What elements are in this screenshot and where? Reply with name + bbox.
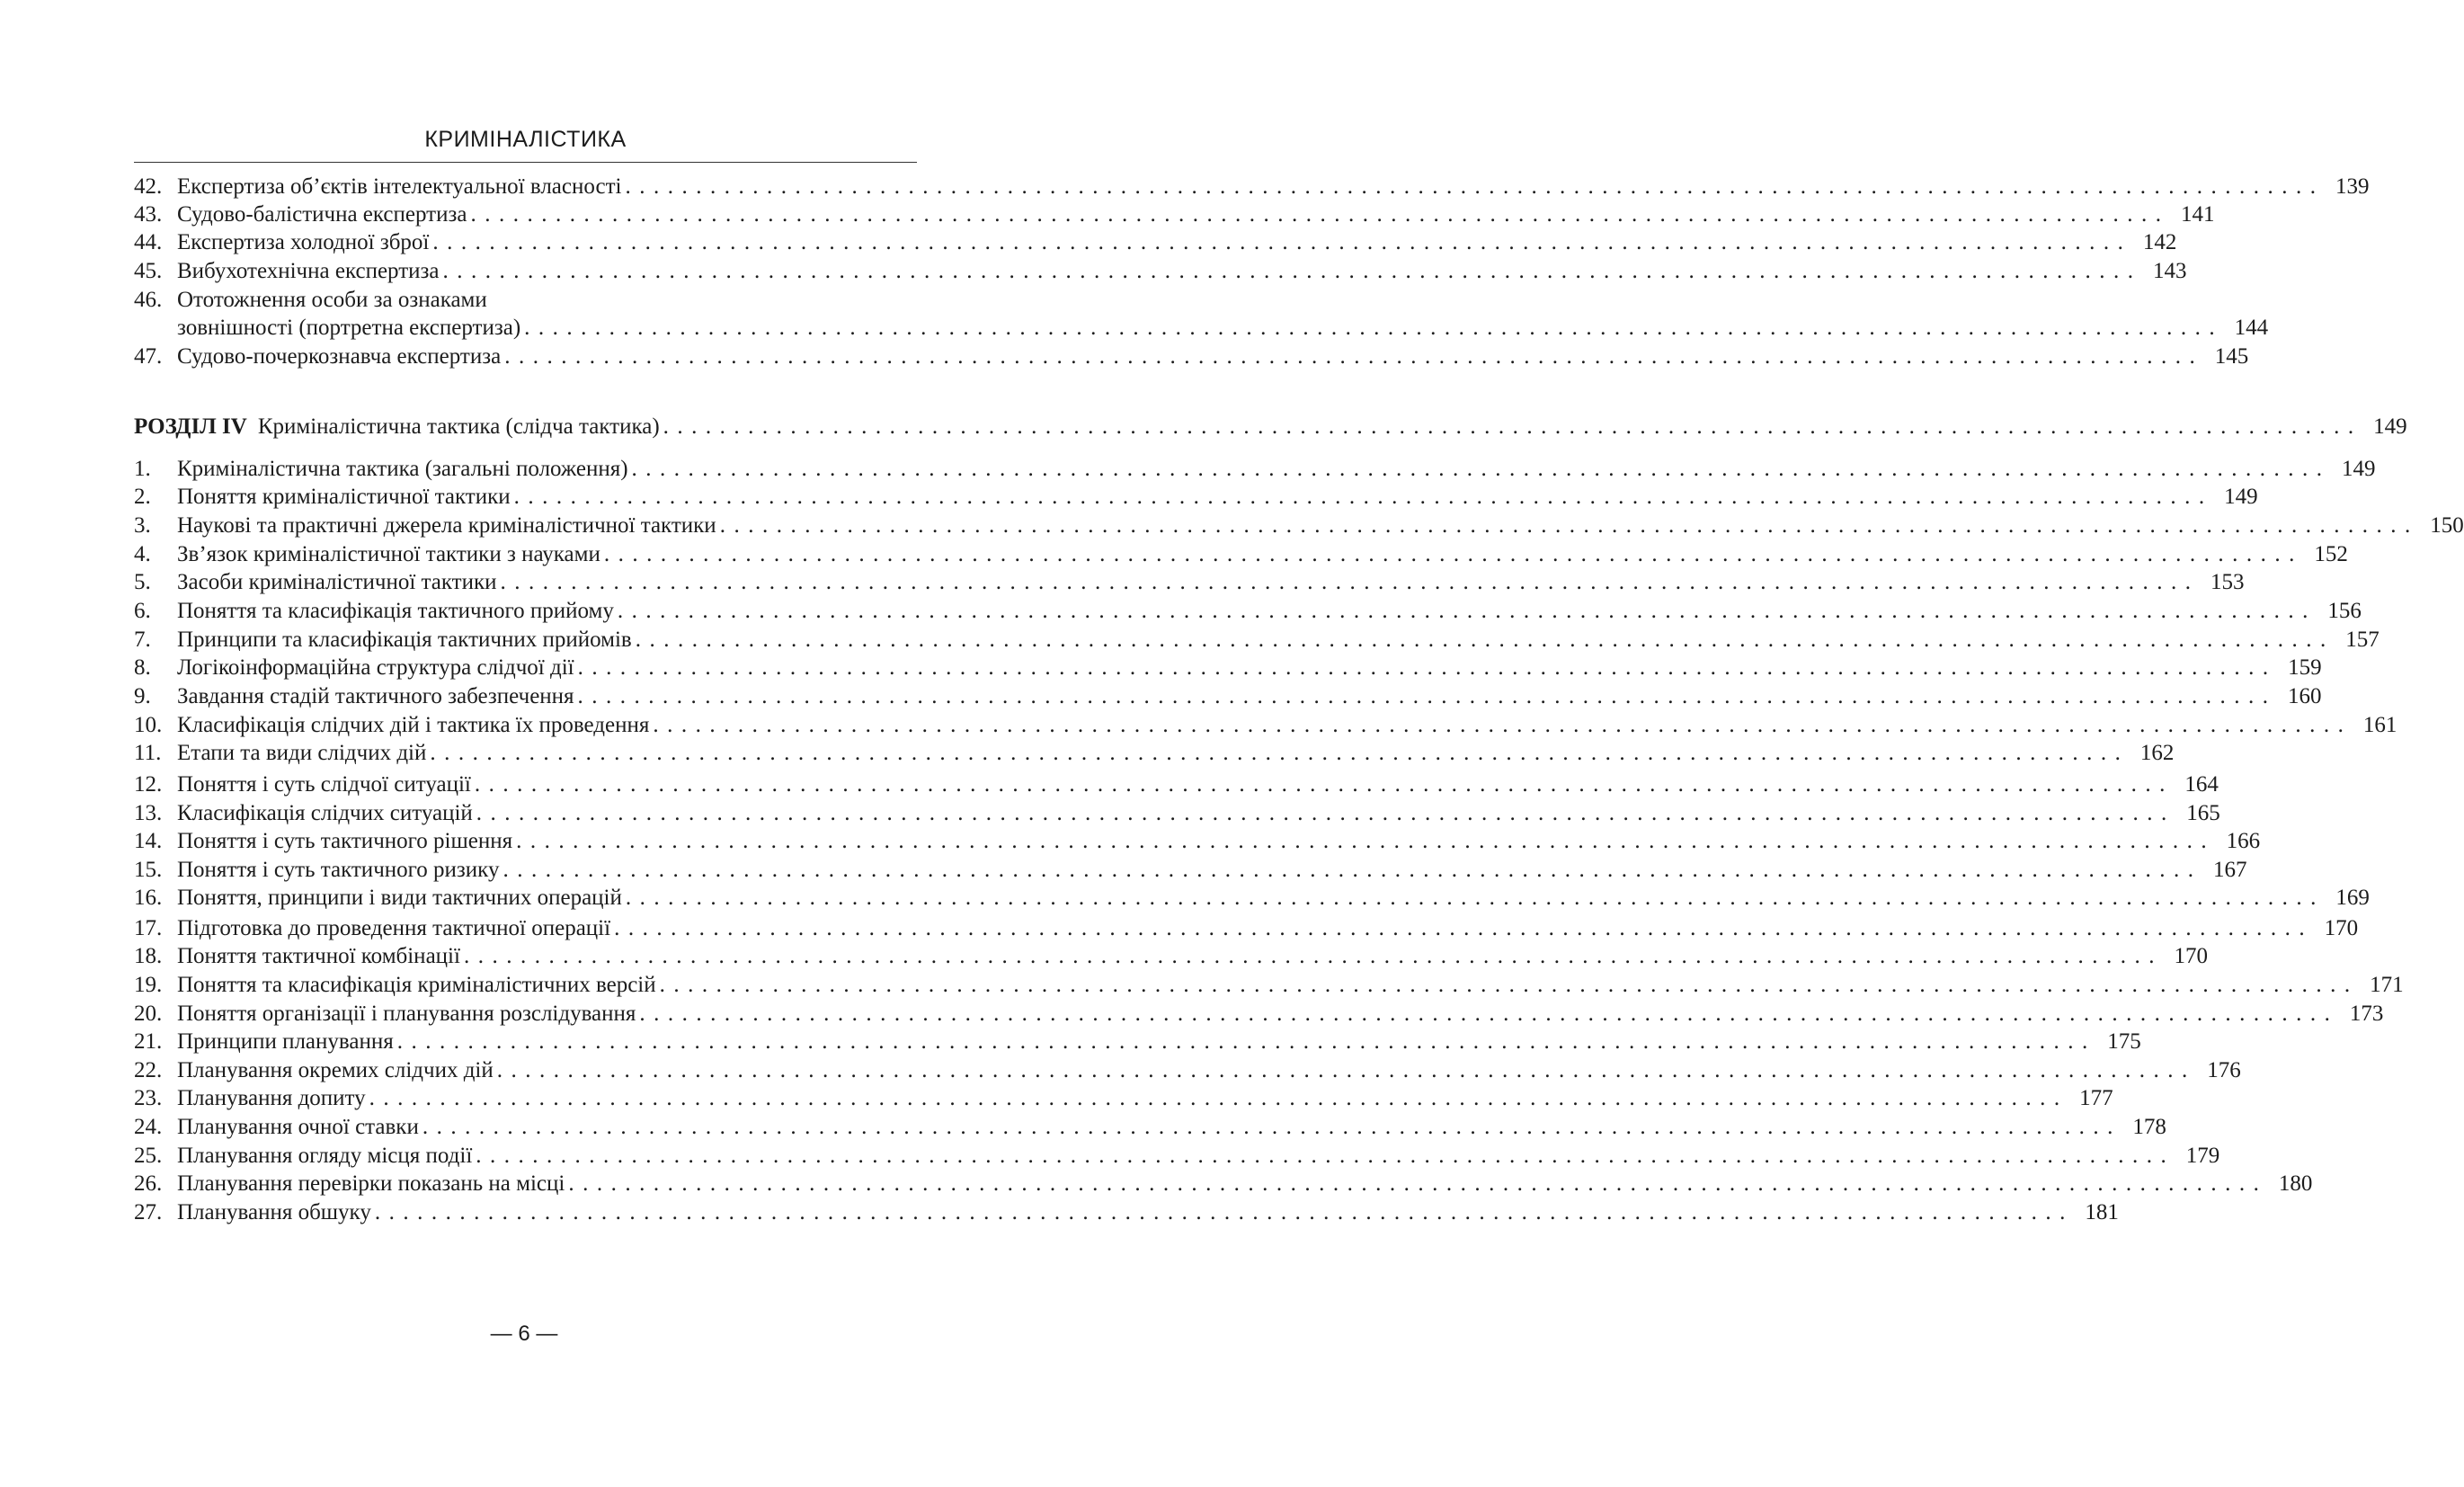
dot-leader: ........................................................................................................................ <box>568 1171 2268 1196</box>
entry-page: 175 <box>2107 1029 2141 1054</box>
dot-leader: ........................................................................................................................ <box>614 916 2314 940</box>
toc-entry <box>134 828 2261 855</box>
entry-number: 16. <box>134 886 163 910</box>
entry-title: Етапи та види слідчих дій <box>177 741 427 765</box>
entry-page: 139 <box>2335 174 2370 199</box>
entry-title: Експертиза об’єктів інтелектуальної власності <box>177 174 622 199</box>
toc-entry <box>134 857 2247 884</box>
toc-entry <box>134 598 2362 625</box>
entry-page: 177 <box>2079 1086 2113 1110</box>
entry-page: 157 <box>2345 628 2379 652</box>
dot-leader: ........................................................................................................................ <box>496 1058 2196 1082</box>
dot-leader: ........................................................................................................................ <box>476 801 2175 825</box>
entry-page: 149 <box>2342 457 2376 481</box>
entry-page: 150 <box>2430 513 2464 538</box>
entry-title: Планування очної ставки <box>177 1115 419 1139</box>
entry-number: 25. <box>134 1144 163 1168</box>
entry-page: 171 <box>2370 973 2404 997</box>
toc-entry <box>134 229 2177 256</box>
entry-page: 149 <box>2224 485 2258 509</box>
toc-entry <box>134 771 2219 798</box>
entry-title: Поняття криміналістичної тактики <box>177 485 511 509</box>
entry-page: 161 <box>2362 713 2397 737</box>
dot-leader: ........................................................................................................................ <box>432 230 2132 254</box>
entry-page: 170 <box>2174 944 2208 968</box>
toc-entry <box>134 683 2322 710</box>
entry-title: Поняття тактичної комбінації <box>177 944 460 968</box>
entry-title: Класифікація слідчих ситуацій <box>177 801 473 825</box>
entry-title: Планування окремих слідчих дій <box>177 1058 494 1082</box>
entry-page: 164 <box>2184 772 2219 797</box>
toc-entry <box>134 512 2464 539</box>
entry-number: 10. <box>134 713 163 737</box>
toc-entry-continuation <box>134 315 2269 342</box>
entry-title: Планування огляду місця події <box>177 1144 473 1168</box>
entry-number: 1. <box>134 457 151 481</box>
dot-leader: ........................................................................................................................ <box>369 1086 2068 1110</box>
dot-leader: ........................................................................................................................ <box>500 570 2200 594</box>
entry-title: Судово-почеркознавча експертиза <box>177 344 502 369</box>
entry-number: 2. <box>134 485 151 509</box>
entry-title: Планування перевірки показань на місці <box>177 1171 565 1196</box>
entry-title: Експертиза холодної зброї <box>177 230 430 254</box>
entry-title: Класифікація слідчих дій і тактика їх проведення <box>177 713 650 737</box>
toc-entry <box>134 1028 2141 1055</box>
entry-page: 165 <box>2186 801 2220 825</box>
entry-number: 22. <box>134 1058 163 1082</box>
entry-title: Поняття організації і планування розслідування <box>177 1002 636 1026</box>
entry-page: 159 <box>2288 655 2322 680</box>
entry-page: 142 <box>2142 230 2177 254</box>
entry-title: Криміналістична тактика (слідча тактика) <box>257 414 660 439</box>
entry-number: 8. <box>134 655 151 680</box>
toc-entry <box>134 1199 2119 1226</box>
dot-leader: ........................................................................................................................ <box>577 684 2277 708</box>
dot-leader: ........................................................................................................................ <box>653 713 2353 737</box>
entry-title: Поняття та класифікація тактичного прийому <box>177 599 614 623</box>
page-number: — 6 — <box>490 1322 558 1346</box>
toc-entry <box>134 1085 2113 1112</box>
dot-leader: ........................................................................................................................ <box>470 202 2170 227</box>
entry-page: 179 <box>2185 1144 2220 1168</box>
entry-title: Підготовка до проведення тактичної операції <box>177 916 611 940</box>
dot-leader: ........................................................................................................................ <box>635 628 2335 652</box>
dot-leader: ........................................................................................................................ <box>422 1115 2122 1139</box>
entry-title: Ототожнення особи за ознаками <box>177 288 487 312</box>
dot-leader: ........................................................................................................................ <box>463 944 2163 968</box>
entry-title: Планування обшуку <box>177 1200 371 1224</box>
dot-leader: ........................................................................................................................ <box>663 414 2362 439</box>
entry-number: 18. <box>134 944 163 968</box>
entry-page: 169 <box>2335 886 2370 910</box>
toc-entry <box>134 569 2245 596</box>
entry-page: 144 <box>2234 316 2269 340</box>
dot-leader: ........................................................................................................................ <box>625 174 2325 199</box>
entry-number: 6. <box>134 599 151 623</box>
entry-page: 162 <box>2139 741 2175 765</box>
dot-leader: ........................................................................................................................ <box>430 741 2130 765</box>
entry-number: 13. <box>134 801 163 825</box>
entry-page: 173 <box>2349 1002 2384 1026</box>
entry-page: 166 <box>2226 829 2261 853</box>
entry-number: 24. <box>134 1115 163 1139</box>
dot-leader: ........................................................................................................................ <box>577 655 2277 680</box>
entry-page: 160 <box>2288 684 2322 708</box>
dot-leader: ........................................................................................................................ <box>625 886 2325 910</box>
dot-leader: ........................................................................................................................ <box>474 772 2174 797</box>
header-rule <box>134 162 917 163</box>
toc-entry <box>134 712 2397 739</box>
toc-entry <box>134 201 2215 228</box>
entry-number: 14. <box>134 829 163 853</box>
dot-leader: ........................................................................................................................ <box>639 1002 2339 1026</box>
entry-title: Принципи та класифікація тактичних прийомів <box>177 628 632 652</box>
toc-entry <box>134 1114 2166 1141</box>
entry-number: 44. <box>134 230 163 254</box>
entry-title: Поняття і суть тактичного ризику <box>177 858 500 882</box>
entry-title: Поняття, принципи і види тактичних операцій <box>177 886 622 910</box>
toc-entry <box>134 1001 2384 1028</box>
toc-entry <box>134 915 2359 942</box>
entry-number: 11. <box>134 741 162 765</box>
entry-number: 4. <box>134 542 151 566</box>
toc-entry <box>134 740 2175 767</box>
entry-page: 145 <box>2214 344 2249 369</box>
entry-page: 156 <box>2327 599 2362 623</box>
toc-entry <box>134 484 2258 511</box>
entry-title: Зв’язок криміналістичної тактики з науками <box>177 542 600 566</box>
entry-number: 23. <box>134 1086 163 1110</box>
dot-leader: ........................................................................................................................ <box>524 316 2224 340</box>
entry-number: 47. <box>134 344 163 369</box>
entry-number: 19. <box>134 973 163 997</box>
dot-leader: ........................................................................................................................ <box>442 259 2142 283</box>
dot-leader: ........................................................................................................................ <box>476 1144 2175 1168</box>
entry-number: 27. <box>134 1200 163 1224</box>
dot-leader: ........................................................................................................................ <box>603 542 2303 566</box>
toc-entry <box>134 258 2187 285</box>
entry-number: 17. <box>134 916 163 940</box>
entry-page: 149 <box>2373 414 2407 439</box>
entry-page: 167 <box>2212 858 2247 882</box>
entry-number: 21. <box>134 1029 163 1054</box>
entry-number: 7. <box>134 628 151 652</box>
dot-leader: ........................................................................................................................ <box>504 344 2204 369</box>
entry-title: Завдання стадій тактичного забезпечення <box>177 684 574 708</box>
toc-entry <box>134 885 2370 912</box>
dot-leader: ........................................................................................................................ <box>659 973 2359 997</box>
dot-leader: ........................................................................................................................ <box>374 1200 2074 1224</box>
entry-page: 170 <box>2324 916 2359 940</box>
entry-title: Вибухотехнічна експертиза <box>177 259 440 283</box>
entry-title: Поняття та класифікація криміналістичних версій <box>177 973 656 997</box>
dot-leader: ........................................................................................................................ <box>396 1029 2096 1054</box>
dot-leader: ........................................................................................................................ <box>631 457 2331 481</box>
entry-page: 181 <box>2085 1200 2119 1224</box>
entry-number: 5. <box>134 570 151 594</box>
dot-leader: ........................................................................................................................ <box>617 599 2317 623</box>
entry-page: 152 <box>2314 542 2348 566</box>
toc-entry <box>134 456 2376 483</box>
dot-leader: ........................................................................................................................ <box>719 513 2419 538</box>
section-label: РОЗДІЛ IV <box>134 414 247 439</box>
toc-entry <box>134 800 2220 827</box>
dot-leader: ........................................................................................................................ <box>513 485 2213 509</box>
entry-title: Логікоінформаційна структура слідчої дії <box>177 655 574 680</box>
entry-title: Поняття і суть тактичного рішення <box>177 829 513 853</box>
entry-page: 141 <box>2180 202 2215 227</box>
toc-entry <box>134 174 2370 200</box>
entry-page: 178 <box>2132 1115 2166 1139</box>
entry-number: 26. <box>134 1171 163 1196</box>
entry-title: Криміналістична тактика (загальні положення) <box>177 457 628 481</box>
entry-number: 43. <box>134 202 163 227</box>
toc-entry <box>134 1143 2220 1170</box>
toc-entry <box>134 287 911 314</box>
dot-leader: ........................................................................................................................ <box>503 858 2202 882</box>
entry-number: 42. <box>134 174 163 199</box>
toc-entry <box>134 654 2322 681</box>
entry-title: Засоби криміналістичної тактики <box>177 570 497 594</box>
toc-entry <box>134 627 2379 654</box>
toc-entry <box>134 1171 2313 1198</box>
entry-number: 15. <box>134 858 163 882</box>
entry-page: 153 <box>2210 570 2245 594</box>
entry-title: Планування допиту <box>177 1086 366 1110</box>
toc-entry <box>134 1057 2241 1084</box>
entry-title: зовнішності (портретна експертиза) <box>177 316 521 340</box>
entry-number: 12. <box>134 772 163 797</box>
entry-title: Наукові та практичні джерела криміналістичної тактики <box>177 513 716 538</box>
entry-title: Судово-балістична експертиза <box>177 202 467 227</box>
toc-entry <box>134 943 2208 970</box>
running-head: КРИМІНАЛІСТИКА <box>424 127 627 152</box>
entry-number: 45. <box>134 259 163 283</box>
entry-page: 180 <box>2278 1171 2313 1196</box>
toc-entry <box>134 541 2348 568</box>
entry-number: 20. <box>134 1002 163 1026</box>
entry-title: Принципи планування <box>177 1029 394 1054</box>
entry-page: 176 <box>2207 1058 2241 1082</box>
entry-page: 143 <box>2153 259 2187 283</box>
dot-leader: ........................................................................................................................ <box>516 829 2216 853</box>
toc-entry <box>134 972 2404 999</box>
toc-entry <box>134 343 2249 370</box>
section-heading <box>134 414 2407 441</box>
entry-number: 9. <box>134 684 151 708</box>
entry-number: 3. <box>134 513 151 538</box>
entry-number: 46. <box>134 288 163 312</box>
entry-title: Поняття і суть слідчої ситуації <box>177 772 471 797</box>
